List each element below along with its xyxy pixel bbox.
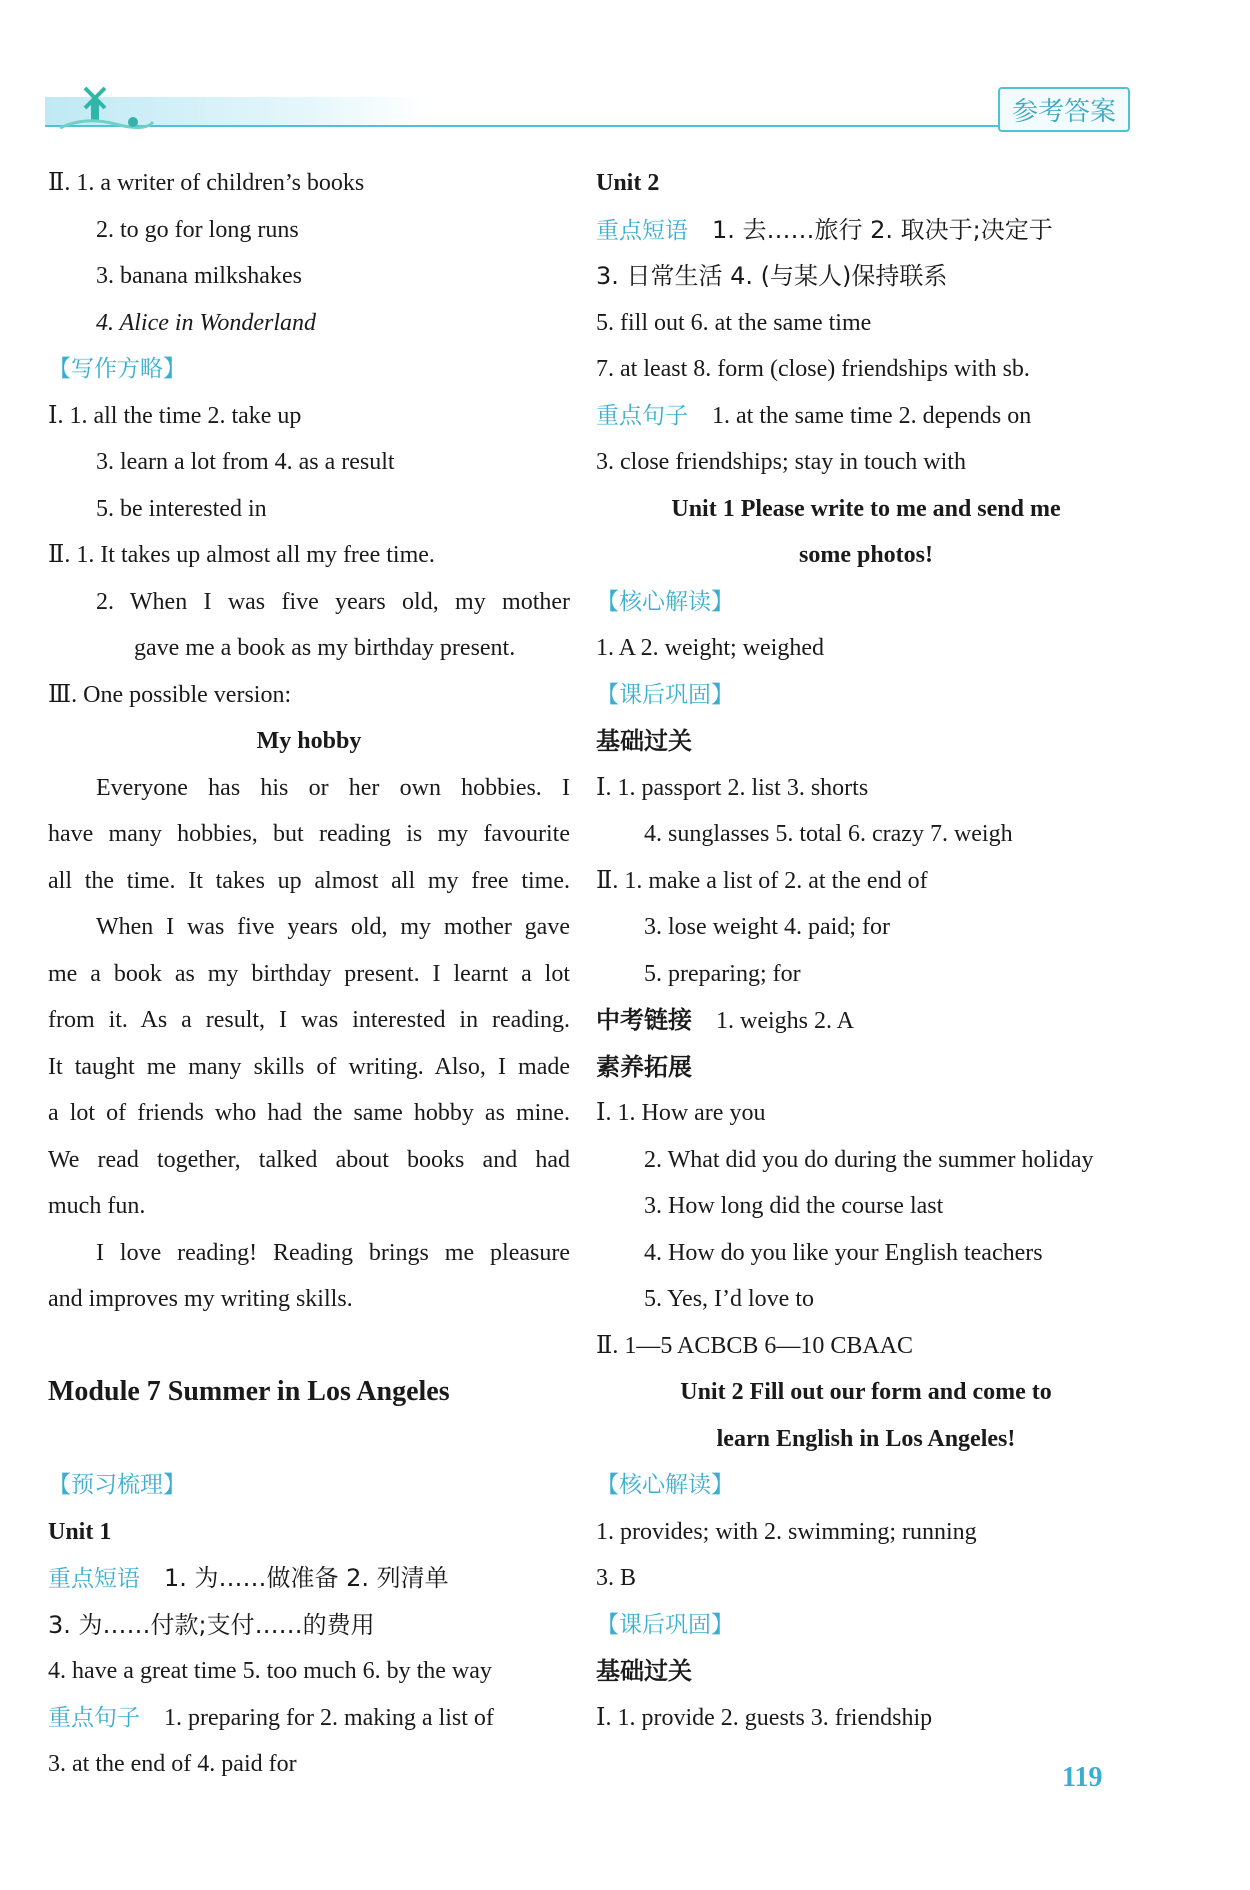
- right-line: [596, 486, 1136, 533]
- right-line: [596, 1183, 1136, 1230]
- right-line: [596, 904, 1136, 951]
- right-line: [596, 579, 1136, 626]
- left-line: [48, 1230, 570, 1277]
- left-line: [48, 1416, 570, 1463]
- right-line: [596, 439, 1136, 486]
- line-text: 5. be interested in: [96, 495, 267, 522]
- right-line: [596, 1369, 1136, 1416]
- line-text: 3. learn a lot from 4. as a result: [96, 449, 395, 475]
- right-line: [596, 1137, 1136, 1184]
- line-text: 3. at the end of 4. paid for: [48, 1751, 297, 1777]
- section-label: 中考链接: [596, 1006, 692, 1034]
- page-header: [45, 85, 1130, 145]
- left-line: [48, 904, 570, 951]
- left-line: [48, 1648, 570, 1695]
- left-line: [48, 951, 570, 998]
- line-text: 5. Yes, I’d love to: [644, 1286, 815, 1312]
- right-line: [596, 207, 1136, 254]
- left-column: [48, 160, 570, 1788]
- line-text: Ⅱ. 1. It takes up almost all my free time.: [48, 542, 435, 568]
- left-line: [48, 1323, 570, 1370]
- left-line: [48, 997, 570, 1044]
- right-line: [596, 997, 1136, 1044]
- left-line: [48, 486, 570, 533]
- left-line: [48, 1137, 570, 1184]
- right-line: [596, 765, 1136, 812]
- line-text: 4. Alice in Wonderland: [96, 309, 316, 336]
- left-line: [48, 718, 570, 765]
- line-text: Ⅱ. 1—5 ACBCB 6—10 CBAAC: [596, 1332, 914, 1359]
- left-line: [48, 1044, 570, 1091]
- right-line: [596, 1602, 1136, 1649]
- right-line: [596, 1416, 1136, 1463]
- right-line: [596, 1695, 1136, 1742]
- line-text: Everyone has his or her own hobbies. I: [96, 774, 570, 801]
- line-text: 【预习梳理】: [48, 1472, 186, 1498]
- line-text: gave me a book as my birthday present.: [134, 635, 516, 661]
- line-text: Unit 2 Fill out our form and come to: [680, 1379, 1052, 1405]
- line-text: 1. at the same time 2. depends on: [712, 402, 1032, 429]
- left-line: [48, 672, 570, 719]
- left-line: [48, 1741, 570, 1788]
- line-text: have many hobbies, but reading is my favourite: [48, 821, 570, 847]
- line-text: all the time. It takes up almost all my free time.: [48, 867, 570, 894]
- line-text: Module 7 Summer in Los Angeles: [48, 1376, 450, 1407]
- line-text: from it. As a result, I was interested in reading.: [48, 1007, 570, 1033]
- section-label: 重点短语: [48, 1566, 140, 1592]
- right-line: [596, 300, 1136, 347]
- right-column: [596, 160, 1136, 1741]
- line-text: Ⅰ. 1. How are you: [596, 1100, 766, 1126]
- header-rule: [45, 125, 1130, 127]
- right-line: [596, 160, 1136, 207]
- line-text: 3. How long did the course last: [644, 1193, 944, 1219]
- right-line: [596, 1044, 1136, 1091]
- right-line: [596, 532, 1136, 579]
- line-text: 1. A 2. weight; weighed: [596, 635, 824, 661]
- line-text: It taught me many skills of writing. Also, I made: [48, 1053, 570, 1080]
- line-text: 【核心解读】: [596, 1472, 734, 1498]
- line-text: 【课后巩固】: [596, 1611, 734, 1638]
- line-text: 基础过关: [596, 1657, 692, 1685]
- right-line: [596, 1648, 1136, 1695]
- line-text: Ⅰ. 1. passport 2. list 3. shorts: [596, 774, 869, 801]
- left-line: [48, 300, 570, 347]
- left-line: [48, 253, 570, 300]
- line-text: When I was five years old, my mother gave: [96, 914, 570, 940]
- left-line: [48, 625, 570, 672]
- line-text: 【课后巩固】: [596, 681, 734, 708]
- line-text: much fun.: [48, 1193, 146, 1219]
- line-text: I love reading! Reading brings me pleasure: [96, 1239, 570, 1266]
- line-text: me a book as my birthday present. I learnt a lot: [48, 960, 570, 987]
- line-text: Unit 2: [596, 170, 660, 196]
- line-text: 3. banana milkshakes: [96, 263, 302, 289]
- line-text: 4. sunglasses 5. total 6. crazy 7. weigh: [644, 821, 1013, 847]
- left-line: [48, 1183, 570, 1230]
- left-line: [48, 765, 570, 812]
- line-text: We read together, talked about books and had: [48, 1146, 570, 1173]
- line-text: Ⅱ. 1. make a list of 2. at the end of: [596, 867, 928, 894]
- right-line: [596, 346, 1136, 393]
- line-text: 3. B: [596, 1565, 637, 1591]
- right-line: [596, 1462, 1136, 1509]
- left-line: [48, 1090, 570, 1137]
- left-line: [48, 532, 570, 579]
- line-text: Ⅲ. One possible version:: [48, 681, 292, 708]
- section-label: 重点句子: [48, 1704, 140, 1731]
- header-label: 参考答案: [998, 87, 1130, 132]
- right-line: [596, 1509, 1136, 1556]
- line-text: 3. 日常生活 4. (与某人)保持联系: [596, 262, 948, 290]
- line-text: learn English in Los Angeles!: [716, 1425, 1016, 1452]
- right-line: [596, 253, 1136, 300]
- line-text: 1. 去……旅行 2. 取决于;决定于: [712, 215, 1053, 244]
- left-line: [48, 207, 570, 254]
- line-text: 2. When I was five years old, my mother: [96, 588, 570, 615]
- line-text: 7. at least 8. form (close) friendships with sb.: [596, 356, 1030, 382]
- line-text: Ⅱ. 1. a writer of children’s books: [48, 170, 365, 196]
- line-text: 3. close friendships; stay in touch with: [596, 449, 966, 475]
- left-line: [48, 439, 570, 486]
- right-line: [596, 1323, 1136, 1370]
- left-line: [48, 393, 570, 440]
- section-label: 重点句子: [596, 402, 688, 429]
- line-text: 2. What did you do during the summer holiday: [644, 1146, 1094, 1173]
- right-line: [596, 1276, 1136, 1323]
- left-line: [48, 858, 570, 905]
- line-text: 1. weighs 2. A: [716, 1008, 854, 1034]
- right-line: [596, 672, 1136, 719]
- line-text: 5. preparing; for: [644, 960, 801, 987]
- line-text: 3. 为……付款;支付……的费用: [48, 1610, 375, 1639]
- left-line: [48, 1695, 570, 1742]
- line-text: some photos!: [798, 542, 933, 568]
- line-text: My hobby: [256, 728, 362, 754]
- right-line: [596, 1555, 1136, 1602]
- line-text: 基础过关: [596, 727, 692, 755]
- page-number: 119: [1062, 1762, 1103, 1793]
- left-line: [48, 1555, 570, 1602]
- left-line: [48, 811, 570, 858]
- line-text: 素养拓展: [596, 1052, 692, 1081]
- left-line: [48, 579, 570, 626]
- windmill-icon: [55, 78, 155, 138]
- line-text: 4. How do you like your English teachers: [644, 1239, 1043, 1266]
- line-text: 3. lose weight 4. paid; for: [644, 914, 890, 940]
- line-text: 1. provides; with 2. swimming; running: [596, 1518, 977, 1545]
- left-line: [48, 1462, 570, 1509]
- right-line: [596, 1090, 1136, 1137]
- left-line: [48, 160, 570, 207]
- line-text: Unit 1 Please write to me and send me: [671, 495, 1061, 522]
- line-text: Ⅰ. 1. provide 2. guests 3. friendship: [596, 1704, 933, 1731]
- right-line: [596, 811, 1136, 858]
- line-text: 【核心解读】: [596, 588, 734, 615]
- line-text: Unit 1: [48, 1518, 112, 1545]
- line-text: a lot of friends who had the same hobby as mine.: [48, 1100, 570, 1126]
- line-text: 2. to go for long runs: [96, 216, 299, 243]
- left-line: [48, 346, 570, 393]
- line-text: 1. 为……做准备 2. 列清单: [164, 1564, 449, 1592]
- left-line: [48, 1276, 570, 1323]
- right-line: [596, 625, 1136, 672]
- right-line: [596, 1230, 1136, 1277]
- right-line: [596, 951, 1136, 998]
- line-text: and improves my writing skills.: [48, 1286, 353, 1312]
- line-text: 【写作方略】: [48, 356, 186, 382]
- line-text: 5. fill out 6. at the same time: [596, 309, 872, 336]
- left-line: [48, 1369, 570, 1416]
- right-line: [596, 393, 1136, 440]
- right-line: [596, 858, 1136, 905]
- line-text: 1. preparing for 2. making a list of: [164, 1704, 494, 1731]
- right-line: [596, 718, 1136, 765]
- left-line: [48, 1509, 570, 1556]
- line-text: Ⅰ. 1. all the time 2. take up: [48, 402, 302, 429]
- section-label: 重点短语: [596, 217, 688, 244]
- left-line: [48, 1602, 570, 1649]
- line-text: 4. have a great time 5. too much 6. by the way: [48, 1658, 492, 1684]
